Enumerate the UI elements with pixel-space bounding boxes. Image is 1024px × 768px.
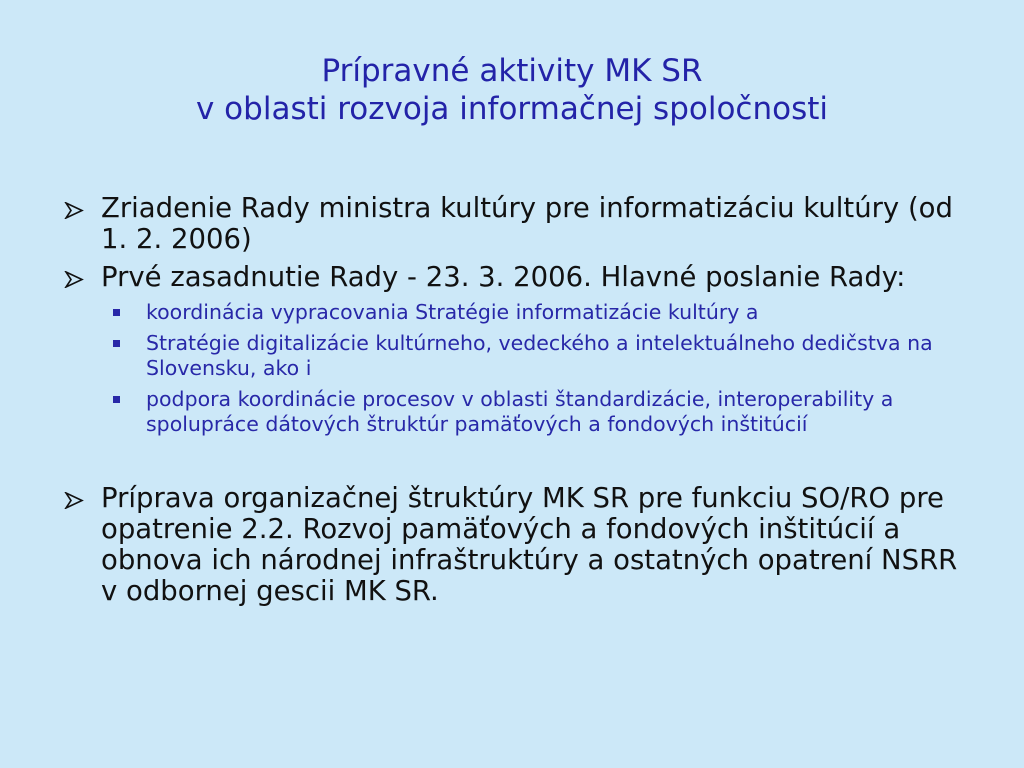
slide-title-line-1: Prípravné aktivity MK SR [321, 53, 703, 89]
sub-bullet-text: Stratégie digitalizácie kultúrneho, vedeckého a intelektuálneho dedičstva na Slovensku, ako i [146, 331, 933, 380]
bullet-list [62, 193, 962, 614]
arrow-bullet-icon [64, 492, 84, 509]
bullet-text: Príprava organizačnej štruktúry MK SR pre funkciu SO/RO pre opatrenie 2.2. Rozvoj pamäťových a fondových inštitúcií a obnova ich národnej infraštruktúry a ostatných opatrení NSRR v odbornej gescii MK SR. [101, 482, 958, 607]
bullet-item [62, 483, 962, 607]
sub-bullet-item [62, 331, 962, 381]
square-bullet-icon [113, 309, 120, 316]
sub-bullet-item [62, 300, 962, 325]
arrow-bullet-icon [64, 202, 84, 219]
slide-title [0, 52, 1024, 128]
slide-title-line-2: v oblasti rozvoja informačnej spoločnosti [195, 91, 829, 127]
square-bullet-icon [113, 396, 120, 403]
sub-bullet-text: koordinácia vypracovania Stratégie informatizácie kultúry a [146, 300, 759, 324]
square-bullet-icon [113, 340, 120, 347]
bullet-item [62, 262, 962, 293]
sub-bullet-list [62, 300, 962, 437]
bullet-text: Zriadenie Rady ministra kultúry pre informatizáciu kultúry (od 1. 2. 2006) [101, 192, 953, 255]
bullet-item [62, 193, 962, 255]
bullet-text: Prvé zasadnutie Rady - 23. 3. 2006. Hlavné poslanie Rady: [101, 261, 906, 293]
arrow-bullet-icon [64, 271, 84, 288]
sub-bullet-text: podpora koordinácie procesov v oblasti štandardizácie, interoperability a spolupráce dátových štruktúr pamäťových a fondových inštitúcií [146, 387, 894, 436]
sub-bullet-item [62, 387, 962, 437]
